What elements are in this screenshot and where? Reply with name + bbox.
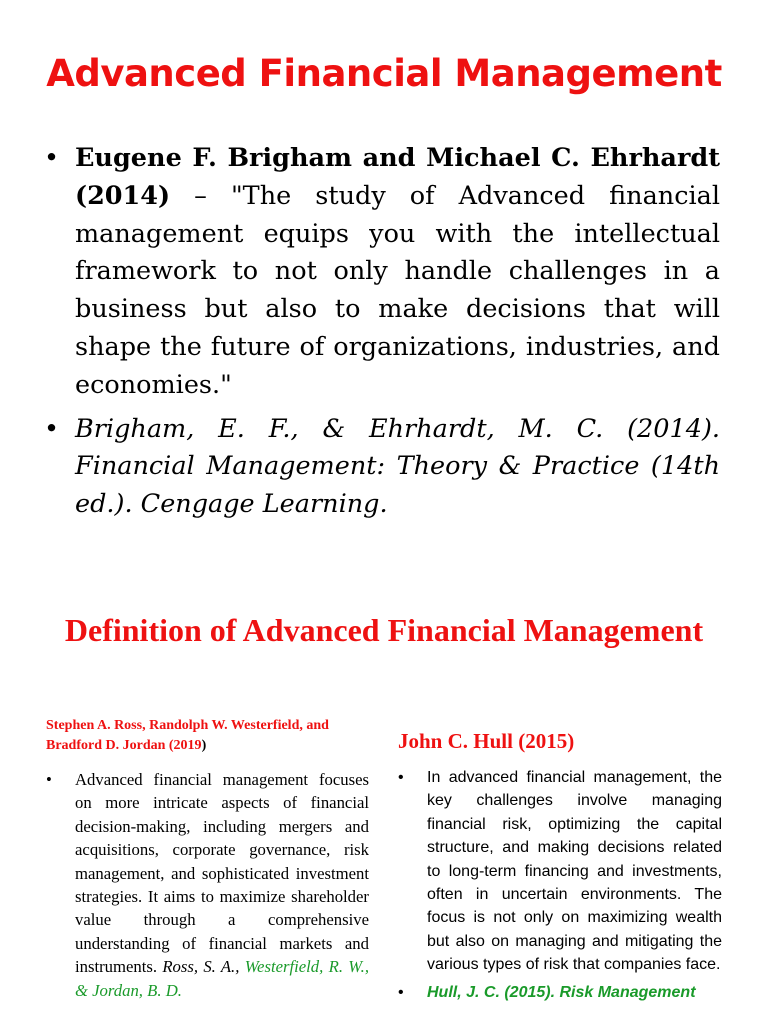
slide-2-title: Definition of Advanced Financial Management (64, 612, 704, 648)
left-citation-italic: Ross, S. A., (162, 957, 245, 977)
right-citation-text: Hull, J. C. (2015). Risk Management (427, 983, 696, 1001)
bullet-dot-icon: • (46, 770, 52, 789)
left-column-header (46, 716, 369, 756)
left-header-authors: Stephen A. Ross, Randolph W. Westerfield, and Bradford D. Jordan (2019 (46, 718, 329, 753)
left-citation-green: Westerfield, R. W., & Jordan, B. D. (75, 957, 369, 1000)
bullet-dot-icon: • (398, 769, 404, 786)
bullet-citation (44, 411, 720, 524)
right-bullet-text: In advanced financial management, the key challenges involve managing financial risk, optimizing the capital structure, and making decisions related to long-term financing and investments, often in uncertain environments. The focus is not only on maximizing wealth but also on managing and mitigating the various types of risk that companies face. (427, 769, 722, 974)
right-column-header: John C. Hull (2015) (398, 729, 575, 753)
bullet-quote (44, 140, 720, 405)
left-bullet (46, 768, 369, 1002)
slide-1-bullet-list (44, 140, 720, 530)
citation-text: Brigham, E. F., & Ehrhardt, M. C. (2014). Financial Management: Theory & Practice (14th ed.). Cengage Learning. (75, 413, 720, 520)
slide-1-title: Advanced Financial Management (46, 52, 722, 95)
left-bullet-text: Advanced financial management focuses on more intricate aspects of financial decision-making, including mergers and acquisitions, corporate governance, risk management, and sophisticated investment strategies. It aims to maximize shareholder value through a comprehensive understanding of financial markets and instruments. (75, 770, 369, 977)
left-column (46, 716, 369, 1002)
right-bullet (398, 766, 722, 977)
bullet-dot-icon: • (44, 143, 60, 173)
left-header-paren: ) (201, 738, 207, 753)
bullet-dot-icon: • (44, 413, 60, 444)
bullet-dot-icon: • (398, 983, 404, 1001)
slide-2 (0, 560, 768, 1024)
right-citation-bullet (398, 981, 722, 1004)
right-column (398, 728, 722, 1004)
quote-author: Eugene F. Brigham and Michael C. Ehrhardt (2014) (75, 143, 720, 211)
quote-text: – "The study of Advanced financial management equips you with the intellectual framework to not only handle challenges in a business but also to make decisions that will shape the future of organizations, industries, and economies." (75, 180, 720, 400)
